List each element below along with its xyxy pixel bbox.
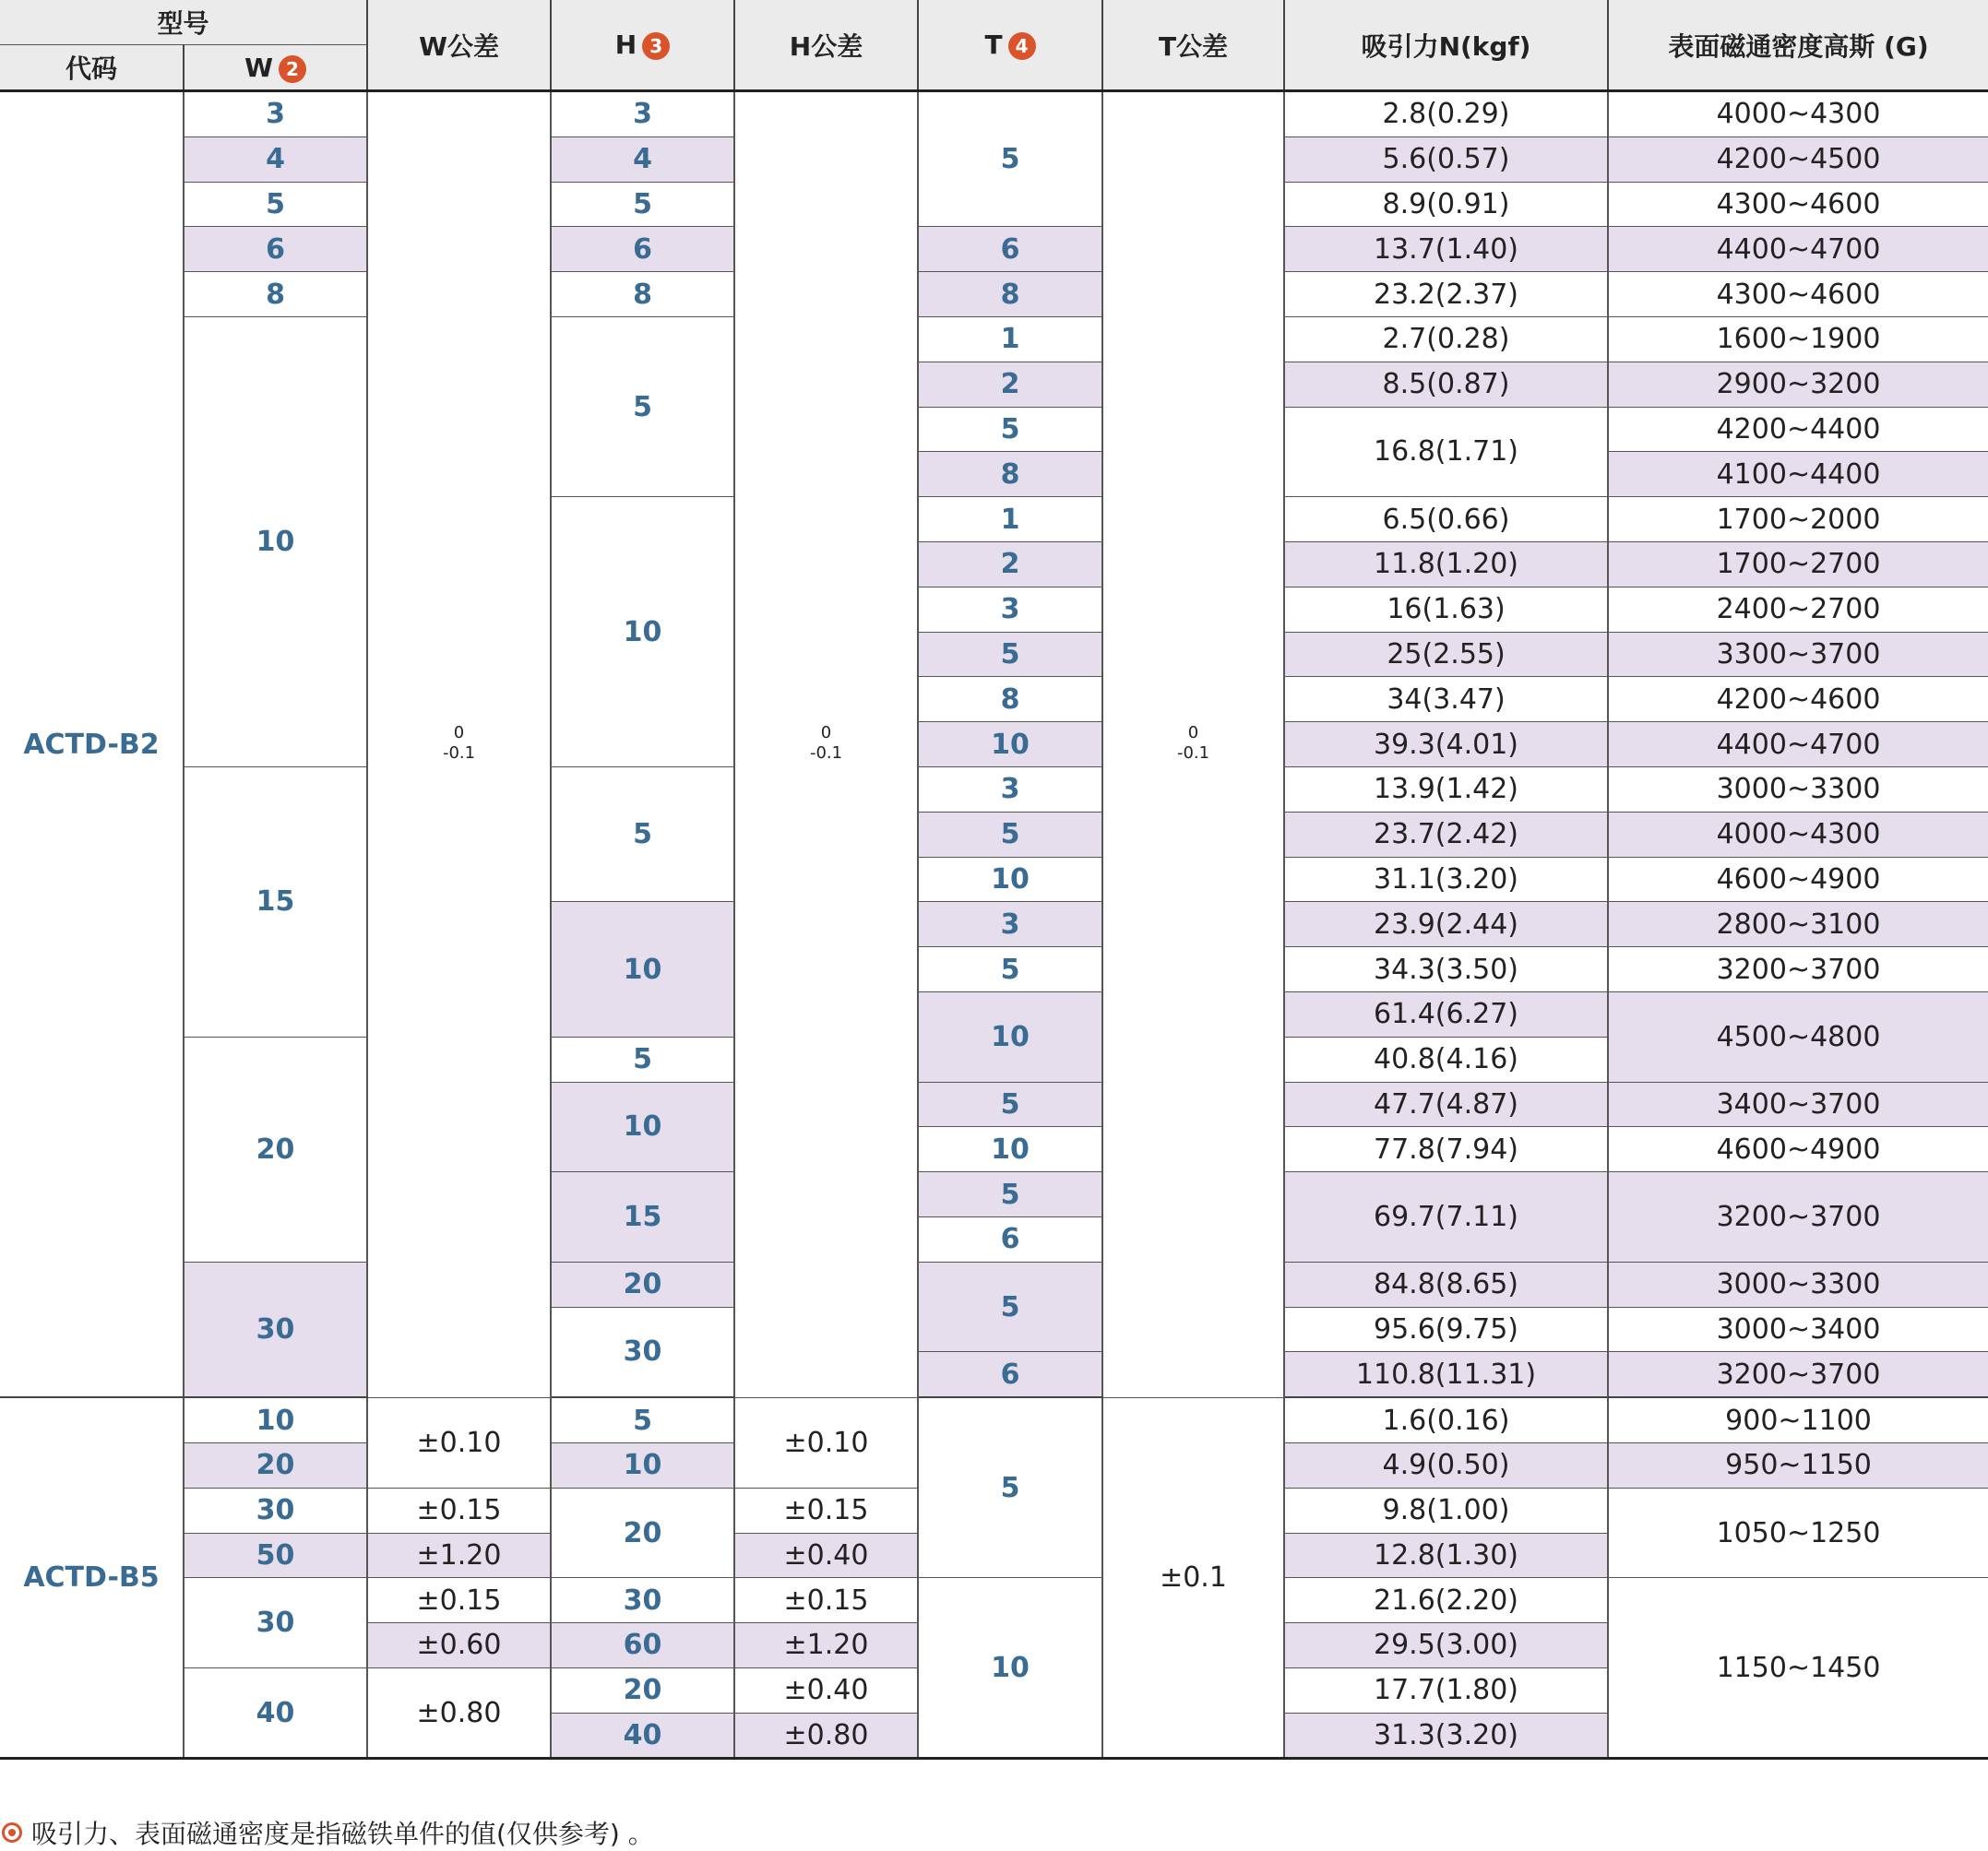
h-number-badge: 3 (642, 32, 670, 60)
force-cell: 5.6(0.57) (1284, 136, 1608, 182)
w-tolerance-cell: ±0.60 (367, 1623, 551, 1668)
w-tolerance-cell: ±0.15 (367, 1578, 551, 1623)
gauss-cell: 3300~3700 (1608, 632, 1988, 677)
t-tol-upper: 0 (1187, 723, 1199, 743)
t-cell: 2 (918, 362, 1102, 407)
force-cell: 4.9(0.50) (1284, 1442, 1608, 1488)
h-cell: 5 (551, 766, 734, 901)
header-h (551, 0, 734, 91)
t-cell: 6 (918, 1216, 1102, 1262)
force-cell: 12.8(1.30) (1284, 1533, 1608, 1578)
force-cell: 69.7(7.11) (1284, 1172, 1608, 1263)
h-tolerance-cell: ±0.15 (734, 1488, 918, 1533)
force-cell: 84.8(8.65) (1284, 1262, 1608, 1307)
h-cell: 10 (551, 1442, 734, 1488)
force-cell: 17.7(1.80) (1284, 1667, 1608, 1713)
gauss-cell: 1700~2700 (1608, 541, 1988, 587)
h-cell: 40 (551, 1713, 734, 1759)
h-cell: 5 (551, 316, 734, 496)
gauss-cell: 1050~1250 (1608, 1488, 1988, 1578)
h-cell: 10 (551, 1082, 734, 1172)
header-w-label: W (244, 52, 273, 83)
t-cell: 10 (918, 857, 1102, 902)
header-h-tolerance: H公差 (734, 0, 918, 91)
gauss-cell: 1700~2000 (1608, 497, 1988, 542)
t-cell: 5 (918, 91, 1102, 227)
w-tolerance-cell: ±0.15 (367, 1488, 551, 1533)
header-gauss: 表面磁通密度高斯 (G) (1608, 0, 1988, 91)
h-tolerance-cell: ±0.15 (734, 1578, 918, 1623)
force-cell: 23.7(2.42) (1284, 812, 1608, 857)
force-cell: 23.9(2.44) (1284, 902, 1608, 947)
h-cell: 30 (551, 1307, 734, 1397)
h-cell: 20 (551, 1488, 734, 1578)
w-cell: 3 (184, 91, 367, 137)
gauss-cell: 2900~3200 (1608, 362, 1988, 407)
gauss-cell: 2800~3100 (1608, 902, 1988, 947)
force-cell: 13.7(1.40) (1284, 227, 1608, 272)
h-cell: 6 (551, 227, 734, 272)
t-cell: 6 (918, 1352, 1102, 1397)
t-cell: 10 (918, 1127, 1102, 1172)
w-cell: 50 (184, 1533, 367, 1578)
h-cell: 5 (551, 1397, 734, 1442)
gauss-cell: 2400~2700 (1608, 587, 1988, 632)
footnote-text: 吸引力、表面磁通密度是指磁铁单件的值(仅供参考) 。 (31, 1819, 654, 1849)
force-cell: 2.7(0.28) (1284, 316, 1608, 362)
w-cell: 6 (184, 227, 367, 272)
w-tolerance-b2 (367, 91, 551, 1398)
t-cell: 5 (918, 407, 1102, 452)
w-tol-upper: 0 (453, 723, 465, 743)
gauss-cell: 4400~4700 (1608, 227, 1988, 272)
h-tolerance-cell: ±0.10 (734, 1397, 918, 1488)
force-cell: 34.3(3.50) (1284, 947, 1608, 992)
t-tol-lower: -0.1 (1176, 743, 1210, 764)
header-model: 型号 (0, 0, 367, 45)
t-cell: 1 (918, 316, 1102, 362)
w-number-badge: 2 (279, 55, 306, 83)
model-code-b5: ACTD-B5 (0, 1397, 184, 1759)
w-cell: 10 (184, 1397, 367, 1442)
t-cell: 8 (918, 677, 1102, 722)
t-cell: 5 (918, 812, 1102, 857)
gauss-cell: 3200~3700 (1608, 947, 1988, 992)
w-cell: 30 (184, 1488, 367, 1533)
t-cell: 5 (918, 632, 1102, 677)
force-cell: 1.6(0.16) (1284, 1397, 1608, 1442)
force-cell: 25(2.55) (1284, 632, 1608, 677)
t-tolerance-b5: ±0.1 (1102, 1397, 1284, 1759)
h-cell: 60 (551, 1623, 734, 1668)
force-cell: 16.8(1.71) (1284, 407, 1608, 497)
gauss-cell: 1150~1450 (1608, 1578, 1988, 1759)
force-cell: 40.8(4.16) (1284, 1037, 1608, 1082)
w-cell: 20 (184, 1442, 367, 1488)
target-bullet-icon (2, 1822, 22, 1843)
gauss-cell: 3400~3700 (1608, 1082, 1988, 1127)
w-tolerance-cell: ±0.10 (367, 1397, 551, 1488)
w-cell: 40 (184, 1667, 367, 1759)
gauss-cell: 1600~1900 (1608, 316, 1988, 362)
t-tolerance-b2 (1102, 91, 1284, 1398)
h-cell: 4 (551, 136, 734, 182)
gauss-cell: 3200~3700 (1608, 1352, 1988, 1397)
h-tolerance-cell: ±1.20 (734, 1623, 918, 1668)
h-cell: 10 (551, 902, 734, 1037)
h-cell: 20 (551, 1667, 734, 1713)
t-cell: 2 (918, 541, 1102, 587)
header-w (184, 45, 367, 91)
t-cell: 10 (918, 991, 1102, 1082)
w-cell: 10 (184, 316, 367, 766)
gauss-cell: 4200~4400 (1608, 407, 1988, 452)
model-code-b2: ACTD-B2 (0, 91, 184, 1398)
w-cell: 8 (184, 272, 367, 317)
force-cell: 61.4(6.27) (1284, 991, 1608, 1037)
gauss-cell: 4300~4600 (1608, 182, 1988, 227)
w-tolerance-cell: ±0.80 (367, 1667, 551, 1759)
header-code: 代码 (0, 45, 184, 91)
force-cell: 16(1.63) (1284, 587, 1608, 632)
gauss-cell: 3000~3300 (1608, 766, 1988, 812)
w-cell: 15 (184, 766, 367, 1037)
gauss-cell: 4000~4300 (1608, 812, 1988, 857)
t-number-badge: 4 (1008, 32, 1036, 60)
gauss-cell: 4100~4400 (1608, 452, 1988, 497)
force-cell: 11.8(1.20) (1284, 541, 1608, 587)
force-cell: 9.8(1.00) (1284, 1488, 1608, 1533)
header-w-tolerance: W公差 (367, 0, 551, 91)
t-cell: 10 (918, 722, 1102, 767)
gauss-cell: 3000~3400 (1608, 1307, 1988, 1352)
force-cell: 95.6(9.75) (1284, 1307, 1608, 1352)
w-cell: 30 (184, 1578, 367, 1668)
w-cell: 30 (184, 1262, 367, 1397)
gauss-cell: 900~1100 (1608, 1397, 1988, 1442)
h-cell: 20 (551, 1262, 734, 1307)
t-cell: 1 (918, 497, 1102, 542)
h-tolerance-cell: ±0.80 (734, 1713, 918, 1759)
t-cell: 3 (918, 587, 1102, 632)
force-cell: 23.2(2.37) (1284, 272, 1608, 317)
gauss-cell: 950~1150 (1608, 1442, 1988, 1488)
header-t (918, 0, 1102, 91)
force-cell: 47.7(4.87) (1284, 1082, 1608, 1127)
h-tol-upper: 0 (820, 723, 832, 743)
gauss-cell: 4600~4900 (1608, 1127, 1988, 1172)
h-cell: 3 (551, 91, 734, 137)
h-cell: 5 (551, 1037, 734, 1082)
force-cell: 39.3(4.01) (1284, 722, 1608, 767)
gauss-cell: 4200~4600 (1608, 677, 1988, 722)
gauss-cell: 3200~3700 (1608, 1172, 1988, 1263)
t-cell: 3 (918, 902, 1102, 947)
gauss-cell: 4400~4700 (1608, 722, 1988, 767)
w-cell: 20 (184, 1037, 367, 1262)
w-tol-lower: -0.1 (442, 743, 476, 764)
h-tolerance-b2 (734, 91, 918, 1398)
t-cell: 5 (918, 1397, 1102, 1578)
header-force: 吸引力N(kgf) (1284, 0, 1608, 91)
force-cell: 34(3.47) (1284, 677, 1608, 722)
h-tolerance-cell: ±0.40 (734, 1533, 918, 1578)
t-cell: 8 (918, 272, 1102, 317)
h-cell: 8 (551, 272, 734, 317)
t-cell: 5 (918, 1082, 1102, 1127)
force-cell: 21.6(2.20) (1284, 1578, 1608, 1623)
gauss-cell: 4500~4800 (1608, 991, 1988, 1082)
h-cell: 10 (551, 497, 734, 767)
force-cell: 2.8(0.29) (1284, 91, 1608, 137)
gauss-cell: 4000~4300 (1608, 91, 1988, 137)
gauss-cell: 3000~3300 (1608, 1262, 1988, 1307)
header-t-label: T (984, 30, 1003, 60)
force-cell: 8.5(0.87) (1284, 362, 1608, 407)
t-cell: 3 (918, 766, 1102, 812)
t-cell: 5 (918, 1262, 1102, 1352)
t-cell: 5 (918, 947, 1102, 992)
t-cell: 5 (918, 1172, 1102, 1217)
force-cell: 29.5(3.00) (1284, 1623, 1608, 1668)
force-cell: 8.9(0.91) (1284, 182, 1608, 227)
t-cell: 6 (918, 227, 1102, 272)
force-cell: 110.8(11.31) (1284, 1352, 1608, 1397)
force-cell: 6.5(0.66) (1284, 497, 1608, 542)
gauss-cell: 4600~4900 (1608, 857, 1988, 902)
w-cell: 5 (184, 182, 367, 227)
h-cell: 15 (551, 1172, 734, 1263)
force-cell: 77.8(7.94) (1284, 1127, 1608, 1172)
w-tolerance-cell: ±1.20 (367, 1533, 551, 1578)
force-cell: 13.9(1.42) (1284, 766, 1608, 812)
t-cell: 10 (918, 1578, 1102, 1759)
h-tolerance-cell: ±0.40 (734, 1667, 918, 1713)
gauss-cell: 4300~4600 (1608, 272, 1988, 317)
h-cell: 5 (551, 182, 734, 227)
header-h-label: H (614, 30, 637, 60)
force-cell: 31.3(3.20) (1284, 1713, 1608, 1759)
force-cell: 31.1(3.20) (1284, 857, 1608, 902)
header-t-tolerance: T公差 (1102, 0, 1284, 91)
t-cell: 8 (918, 452, 1102, 497)
w-cell: 4 (184, 136, 367, 182)
footnote (0, 1815, 654, 1850)
h-tol-lower: -0.1 (809, 743, 843, 764)
gauss-cell: 4200~4500 (1608, 136, 1988, 182)
h-cell: 30 (551, 1578, 734, 1623)
